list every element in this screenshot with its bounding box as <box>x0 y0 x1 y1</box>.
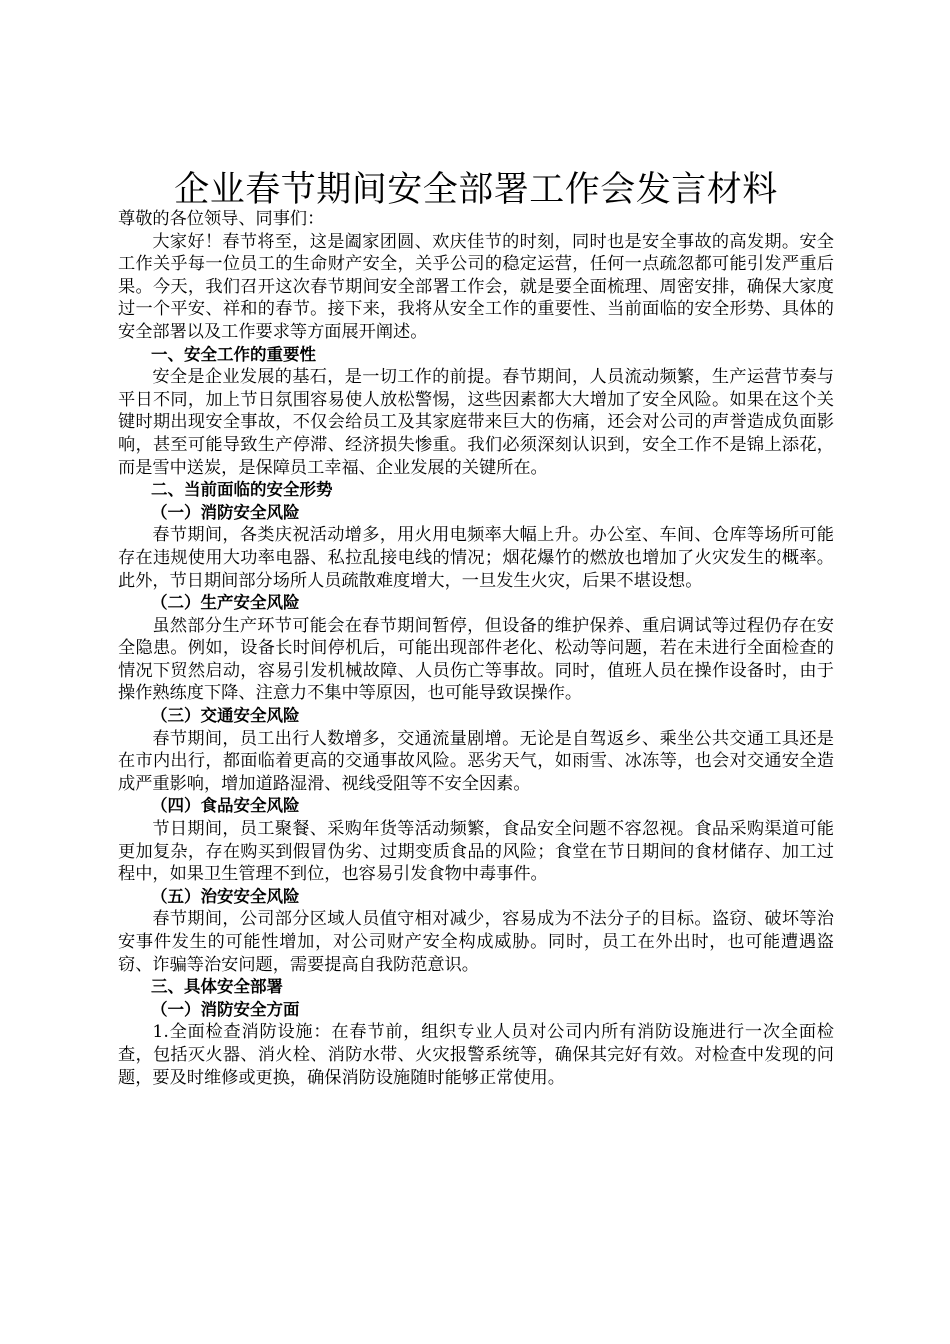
section-2-2-heading: （二）生产安全风险 <box>151 593 300 613</box>
section-2-1-paragraph: 春节期间，各类庆祝活动增多，用火用电频率大幅上升。办公室、车间、仓库等场所可能存在违规使用大功率电器、私拉乱接电线的情况；烟花爆竹的燃放也增加了火灾发生的概率。此外，节日期间部分场所人员疏散难度增大，一旦发生火灾，后果不堪设想。 <box>118 525 834 591</box>
greeting: 尊敬的各位领导、同事们： <box>118 209 325 229</box>
section-2-2-paragraph: 虽然部分生产环节可能会在春节期间暂停，但设备的维护保养、重启调试等过程仍存在安全隐患。例如，设备长时间停机后，可能出现部件老化、松动等问题，若在未进行全面检查的情况下贸然启动，容易引发机械故障、人员伤亡等事故。同时，值班人员在操作设备时，由于操作熟练度下降、注意力不集中等原因，也可能导致误操作。 <box>118 615 834 704</box>
section-1-heading: 一、安全工作的重要性 <box>151 344 316 364</box>
section-3-heading: 三、具体安全部署 <box>151 977 283 997</box>
section-2-4-paragraph: 节日期间，员工聚餐、采购年货等活动频繁，食品安全问题不容忽视。食品采购渠道可能更加复杂，存在购买到假冒伪劣、过期变质食品的风险；食堂在节日期间的食材储存、加工过程中，如果卫生管理不到位，也容易引发食物中毒事件。 <box>118 819 834 885</box>
intro-paragraph: 大家好！春节将至，这是阖家团圆、欢庆佳节的时刻，同时也是安全事故的高发期。安全工作关乎每一位员工的生命财产安全，关乎公司的稳定运营，任何一点疏忽都可能引发严重后果。今天，我们召开这次春节期间安全部署工作会，就是要全面梳理、周密安排，确保大家度过一个平安、祥和的春节。接下来，我将从安全工作的重要性、当前面临的安全形势、具体的安全部署以及工作要求等方面展开阐述。 <box>118 231 834 342</box>
section-2-4-heading: （四）食品安全风险 <box>151 796 300 816</box>
section-3-1-heading: （一）消防安全方面 <box>151 999 300 1019</box>
section-2-5-paragraph: 春节期间，公司部分区域人员值守相对减少，容易成为不法分子的目标。盗窃、破坏等治安事件发生的可能性增加，对公司财产安全构成威胁。同时，员工在外出时，也可能遭遇盗窃、诈骗等治安问题，需要提高自我防范意识。 <box>118 909 834 975</box>
document-page <box>118 168 834 1089</box>
document-title: 企业春节期间安全部署工作会发言材料 <box>174 170 778 210</box>
section-2-1-heading: （一）消防安全风险 <box>151 502 300 522</box>
section-2-3-paragraph: 春节期间，员工出行人数增多，交通流量剧增。无论是自驾返乡、乘坐公共交通工具还是在市内出行，都面临着更高的交通事故风险。恶劣天气，如雨雪、冰冻等，也会对交通安全造成严重影响，增加道路湿滑、视线受阻等不安全因素。 <box>118 728 834 794</box>
section-1-paragraph: 安全是企业发展的基石，是一切工作的前提。春节期间，人员流动频繁，生产运营节奏与平日不同，加上节日氛围容易使人放松警惕，这些因素都大大增加了安全风险。如果在这个关键时期出现安全事故，不仅会给员工及其家庭带来巨大的伤痛，还会对公司的声誉造成负面影响，甚至可能导致生产停滞、经济损失惨重。我们必须深刻认识到，安全工作不是锦上添花，而是雪中送炭，是保障员工幸福、企业发展的关键所在。 <box>118 367 834 478</box>
section-2-5-heading: （五）治安安全风险 <box>151 886 300 906</box>
section-3-1-item-1: 1.全面检查消防设施：在春节前，组织专业人员对公司内所有消防设施进行一次全面检查，包括灭火器、消火栓、消防水带、火灾报警系统等，确保其完好有效。对检查中发现的问题，要及时维修或更换，确保消防设施随时能够正常使用。 <box>118 1022 834 1088</box>
section-2-heading: 二、当前面临的安全形势 <box>151 480 333 500</box>
section-2-3-heading: （三）交通安全风险 <box>151 706 300 726</box>
